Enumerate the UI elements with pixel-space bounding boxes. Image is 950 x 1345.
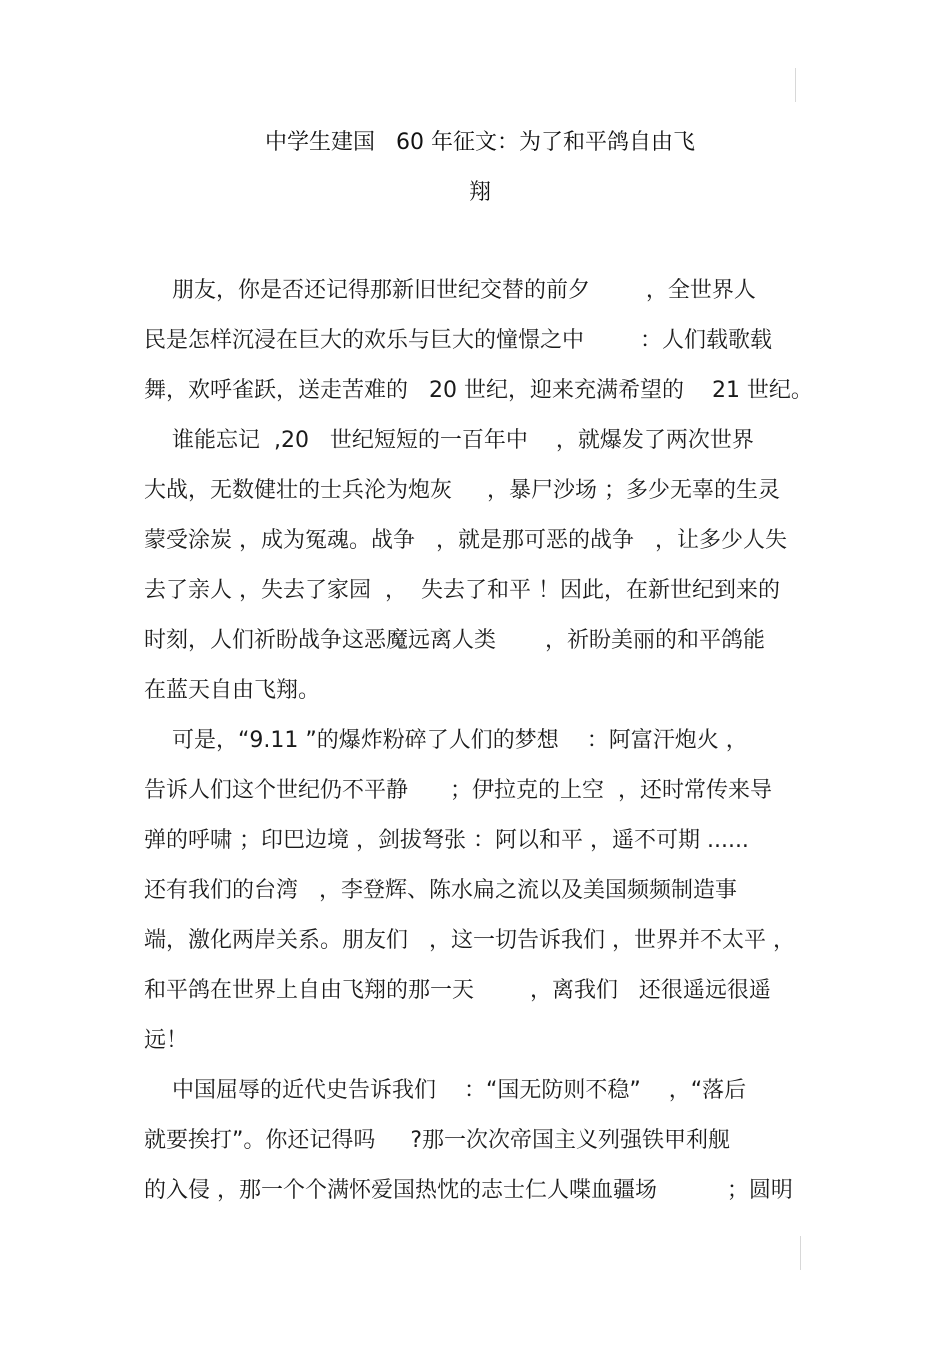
text-line: 舞，欢呼雀跃，送走苦难的 20 世纪，迎来充满希望的 21 世纪。	[144, 378, 813, 403]
text-line: 朋友，你是否还记得那新旧世纪交替的前夕 ，全世界人	[144, 278, 756, 303]
text-line: 谁能忘记 ,20 世纪短短的一百年中 ，就爆发了两次世界	[144, 428, 754, 453]
text-line: 民是怎样沉浸在巨大的欢乐与巨大的憧憬之中 ：人们载歌载	[144, 328, 772, 353]
text-line: 蒙受涂炭 ，成为冤魂。战争 ，就是那可恶的战争 ，让多少人失	[144, 528, 787, 553]
paragraph-3	[144, 716, 816, 1066]
paragraph-2	[144, 416, 816, 716]
page-edge-mark-bottom	[800, 1236, 801, 1270]
text-line: 告诉人们这个世纪仍不平静 ；伊拉克的上空 ，还时常传来导	[144, 778, 772, 803]
paragraph-4	[144, 1066, 816, 1216]
text-line: 端，激化两岸关系。朋友们 ，这一切告诉我们 ，世界并不太平 ，	[144, 928, 795, 953]
text-line: 的入侵 ，那一个个满怀爱国热忱的志士仁人喋血疆场 ；圆明	[144, 1178, 793, 1203]
text-line: 可是，“9.11 ”的爆炸粉碎了人们的梦想 ：阿富汗炮火 ，	[144, 728, 748, 753]
text-line: 和平鸽在世界上自由飞翔的那一天 ，离我们 还很遥远很遥	[144, 978, 771, 1003]
text-line: 时刻，人们祈盼战争这恶魔远离人类 ，祈盼美丽的和平鸽能	[144, 628, 765, 653]
paragraph-1	[144, 266, 816, 416]
text-line: 远！	[144, 1028, 189, 1053]
text-line: 就要挨打”。你还记得吗 ?那一次次帝国主义列强铁甲利舰	[144, 1128, 731, 1153]
text-line: 大战，无数健壮的士兵沦为炮灰 ，暴尸沙场 ；多少无辜的生灵	[144, 478, 780, 503]
title-line-2: 翔	[468, 180, 491, 205]
text-line: 去了亲人 ，失去了家园 ， 失去了和平 ！因此，在新世纪到来的	[144, 578, 780, 603]
essay-title	[140, 118, 820, 218]
page-edge-mark-top	[795, 68, 796, 102]
essay-body	[144, 266, 816, 1216]
text-line: 弹的呼啸 ；印巴边境 ，剑拔弩张 ：阿以和平 ，遥不可期 ......	[144, 828, 749, 853]
text-line: 在蓝天自由飞翔。	[144, 678, 321, 703]
title-line-1: 中学生建国 60 年征文：为了和平鸽自由飞	[265, 130, 695, 155]
text-line: 中国屈辱的近代史告诉我们 ：“国无防则不稳” ，“落后	[144, 1078, 747, 1103]
text-line: 还有我们的台湾 ，李登辉、陈水扁之流以及美国频频制造事	[144, 878, 737, 903]
